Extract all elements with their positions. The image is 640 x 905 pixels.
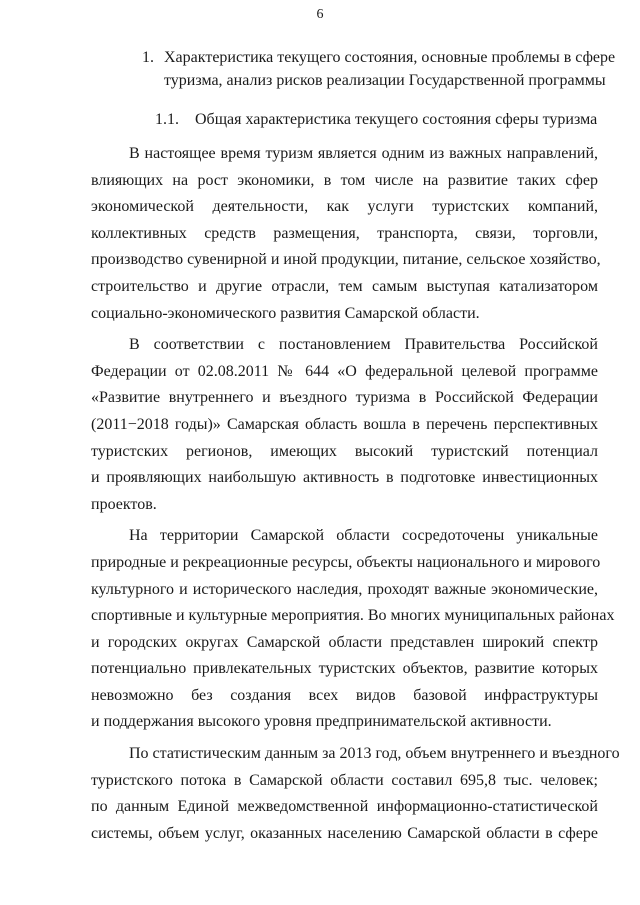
text-line: Федерации от 02.08.2011 № 644 «О федеральной целевой программе (91, 362, 598, 380)
text-line: и городских округах Самарской области представлен широкий спектр (91, 633, 598, 651)
text-line: коллективных средств размещения, транспорта, связи, торговли, (91, 224, 598, 242)
subsection-title: Общая характеристика текущего состояния сферы туризма (195, 111, 598, 128)
text-line: туристских регионов, имеющих высокий туристский потенциал (91, 442, 598, 460)
text-line: влияющих на рост экономики, в том числе на развитие таких сфер (91, 171, 598, 189)
page-number: 6 (316, 7, 324, 22)
text-line: по данным Единой межведомственной информационно-статистической (91, 798, 598, 816)
body-text (91, 141, 620, 847)
section-number: 1. (142, 49, 154, 66)
text-line: природные и рекреационные ресурсы, объекты национального и мирового (91, 553, 601, 571)
text-line: системы, объем услуг, оказанных населению Самарской области в сфере (91, 824, 598, 842)
text-line: экономической деятельности, как услуги туристских компаний, (91, 198, 598, 216)
paragraph (91, 523, 615, 736)
text-line: невозможно без создания всех видов базовой инфраструктуры (91, 686, 598, 704)
section-title-line: туризма, анализ рисков реализации Государственной программы (164, 72, 606, 89)
text-line: и поддержания высокого уровня предпринимательской активности. (91, 713, 552, 731)
text-line: культурного и исторического наследия, проходят важные экономические, (91, 580, 598, 598)
text-line: потенциально привлекательных туристских объектов, развитие которых (91, 660, 598, 678)
text-line: социально-экономического развития Самарской области. (91, 304, 480, 322)
text-line: На территории Самарской области сосредоточены уникальные (129, 527, 598, 545)
paragraph (91, 332, 598, 518)
paragraph (91, 741, 620, 847)
text-line: В соответствии с постановлением Правительства Российской (129, 336, 598, 354)
text-line: и проявляющих наибольшую активность в подготовке инвестиционных (91, 469, 598, 487)
text-line: По статистическим данным за 2013 год, объем внутреннего и въездного (129, 745, 620, 763)
text-line: проектов. (91, 495, 157, 513)
text-line: (2011−2018 годы)» Самарская область вошла в перечень перспективных (91, 415, 598, 433)
text-line: спортивные и культурные мероприятия. Во многих муниципальных районах (91, 607, 615, 625)
section-title-line: Характеристика текущего состояния, основные проблемы в сфере (164, 49, 616, 66)
text-line: В настоящее время туризм является одним из важных направлений, (129, 145, 598, 162)
paragraph (91, 141, 601, 327)
text-line: «Развитие внутреннего и въездного туризма в Российской Федерации (91, 389, 598, 407)
text-line: туристского потока в Самарской области составил 695,8 тыс. человек; (91, 771, 598, 789)
subsection-number: 1.1. (155, 111, 179, 128)
section-heading (142, 46, 616, 92)
text-line: строительство и другие отрасли, тем самым выступая катализатором (91, 277, 598, 295)
text-line: производство сувенирной и иной продукции, питание, сельское хозяйство, (91, 251, 601, 269)
subsection-heading (155, 108, 600, 131)
